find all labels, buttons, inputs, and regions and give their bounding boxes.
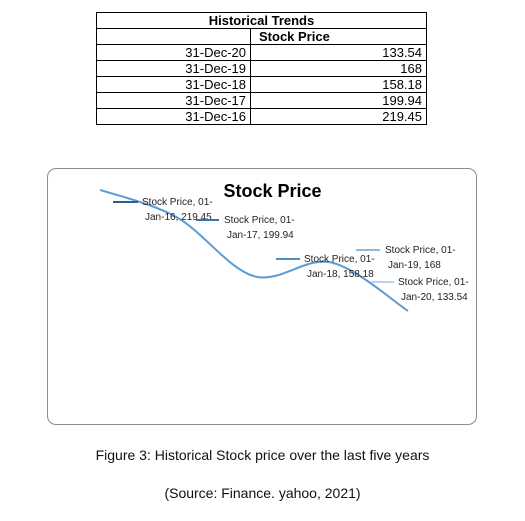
table-title: Historical Trends (97, 13, 427, 29)
table-cell-price: 219.45 (251, 109, 427, 125)
chart-title: Stock Price (223, 181, 322, 201)
source-caption: (Source: Finance. yahoo, 2021) (164, 485, 361, 501)
data-label: Stock Price, 01-Jan-20, 133.54 (398, 277, 469, 303)
table-cell-price: 158.18 (251, 77, 427, 93)
table-cell-price: 168 (251, 61, 427, 77)
data-label: Stock Price, 01-Jan-17, 199.94 (224, 215, 295, 241)
table-cell-date: 31-Dec-19 (97, 61, 251, 77)
table-cell-date: 31-Dec-17 (97, 93, 251, 109)
data-label: Stock Price, 01-Jan-16, 219.45 (142, 197, 213, 223)
table-header-stock-price: Stock Price (251, 29, 427, 45)
figure-caption: Figure 3: Historical Stock price over the last five years (95, 447, 430, 463)
table-cell-date: 31-Dec-18 (97, 77, 251, 93)
table-cell-date: 31-Dec-20 (97, 45, 251, 61)
table-cell-date: 31-Dec-16 (97, 109, 251, 125)
data-label: Stock Price, 01-Jan-18, 158.18 (304, 254, 375, 280)
table-cell-price: 199.94 (251, 93, 427, 109)
table-cell-price: 133.54 (251, 45, 427, 61)
data-label: Stock Price, 01-Jan-19, 168 (385, 245, 456, 271)
